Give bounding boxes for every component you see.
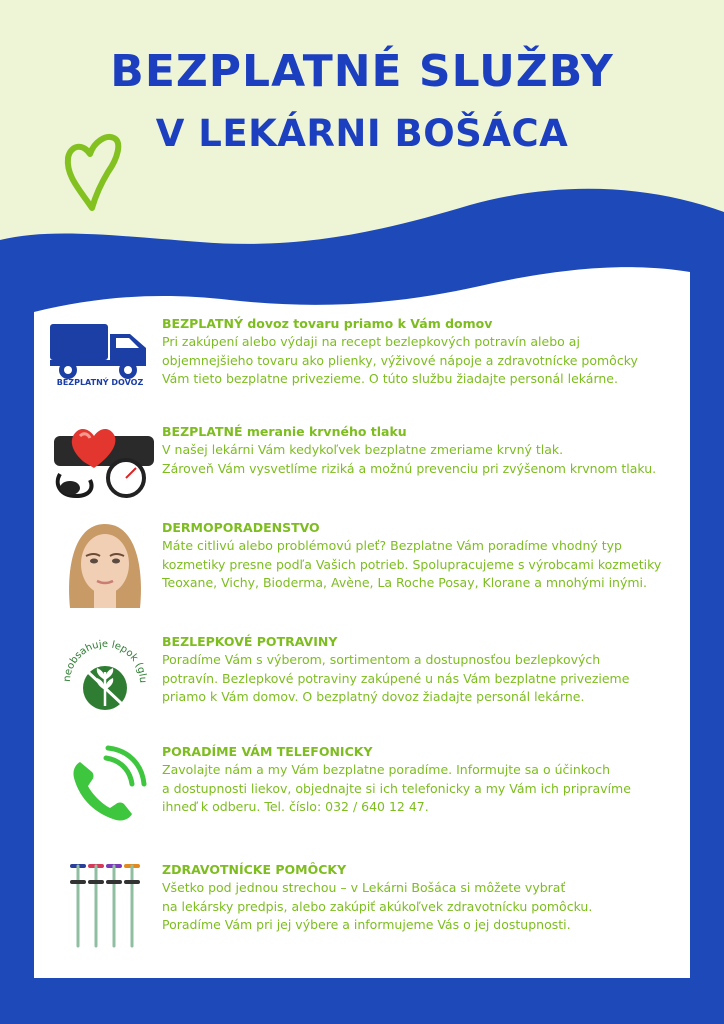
service-line: ihneď k odberu. Tel. číslo: 032 / 640 12 47. [162,799,429,814]
service-line: Poradíme Vám s výberom, sortimentom a dostupnosťou bezlepkových [162,652,601,667]
service-line: objemnejšieho tovaru ako plienky, výživové nápoje a zdravotnícke pomôcky [162,352,638,368]
service-line: potravín. Bezlepkové potraviny zakúpené u nás Vám bezplatne privezieme [162,670,630,686]
page-title: BEZPLATNÉ SLUŽBY [110,46,614,97]
service-heading: DERMOPORADENSTVO [162,520,320,535]
service-heading: PORADÍME VÁM TELEFONICKY [162,744,373,759]
seal-text: neobsahuje lepok (glu [61,638,149,684]
service-line: Poradíme Vám pri jej výbere a informujeme Vás o jej dostupnosti. [162,917,571,932]
service-line: Vám tieto bezplatne privezieme. O túto službu žiadajte personál lekárne. [162,371,618,386]
services-card [34,296,690,978]
service-line: Teoxane, Vichy, Bioderma, Avène, La Roche Posay, Klorane a mnohými inými. [162,575,647,590]
service-line: Pri zakúpení alebo výdaji na recept bezlepkových potravín alebo aj [162,334,580,349]
service-icon [50,422,160,512]
service-line: a dostupnosti liekov, objednajte si ich telefonicky a my Vám ich pripravíme [162,780,631,796]
service-line: Všetko pod jednou strechou – v Lekárni Bošáca si môžete vybrať [162,880,566,895]
service-icon [50,314,160,404]
service-heading: BEZPLATNÝ dovoz tovaru priamo k Vám domov [162,316,493,331]
heart-icon [62,128,126,212]
page-subtitle: V LEKÁRNI BOŠÁCA [155,112,569,155]
service-icon [50,518,160,608]
service-icon [50,860,160,950]
service-heading: BEZPLATNÉ meranie krvného tlaku [162,424,407,439]
service-line: Máte citlivú alebo problémovú pleť? Bezplatne Vám poradíme vhodný typ [162,538,622,553]
service-line: priamo k Vám domov. O bezplatný dovoz žiadajte personál lekárne. [162,689,585,704]
service-icon [50,632,160,722]
service-icon [50,742,160,832]
gluten-free-seal-icon [50,632,160,728]
service-heading: BEZLEPKOVÉ POTRAVINY [162,634,338,649]
blood-pressure-monitor-icon [50,422,160,506]
crutches-icon [50,860,160,950]
service-heading: ZDRAVOTNÍCKE POMÔCKY [162,862,347,877]
service-line: Zavolajte nám a my Vám bezplatne poradíme. Informujte sa o účinkoch [162,762,610,777]
service-line: Zároveň Vám vysvetlíme riziká a možnú prevenciu pri zvýšenom krvnom tlaku. [162,460,657,476]
delivery-icon-label: BEZPLATNÝ DOVOZ [56,378,144,387]
woman-face-icon [50,518,160,608]
service-line: na lekársky predpis, alebo zakúpiť akúkoľvek zdravotnícku pomôcku. [162,898,593,914]
phone-icon [50,742,160,832]
service-line: V našej lekárni Vám kedykoľvek bezplatne zmeriame krvný tlak. [162,442,564,457]
service-line: kozmetiky presne podľa Vašich potrieb. Spolupracujeme s výrobcami kozmetiky [162,556,662,572]
